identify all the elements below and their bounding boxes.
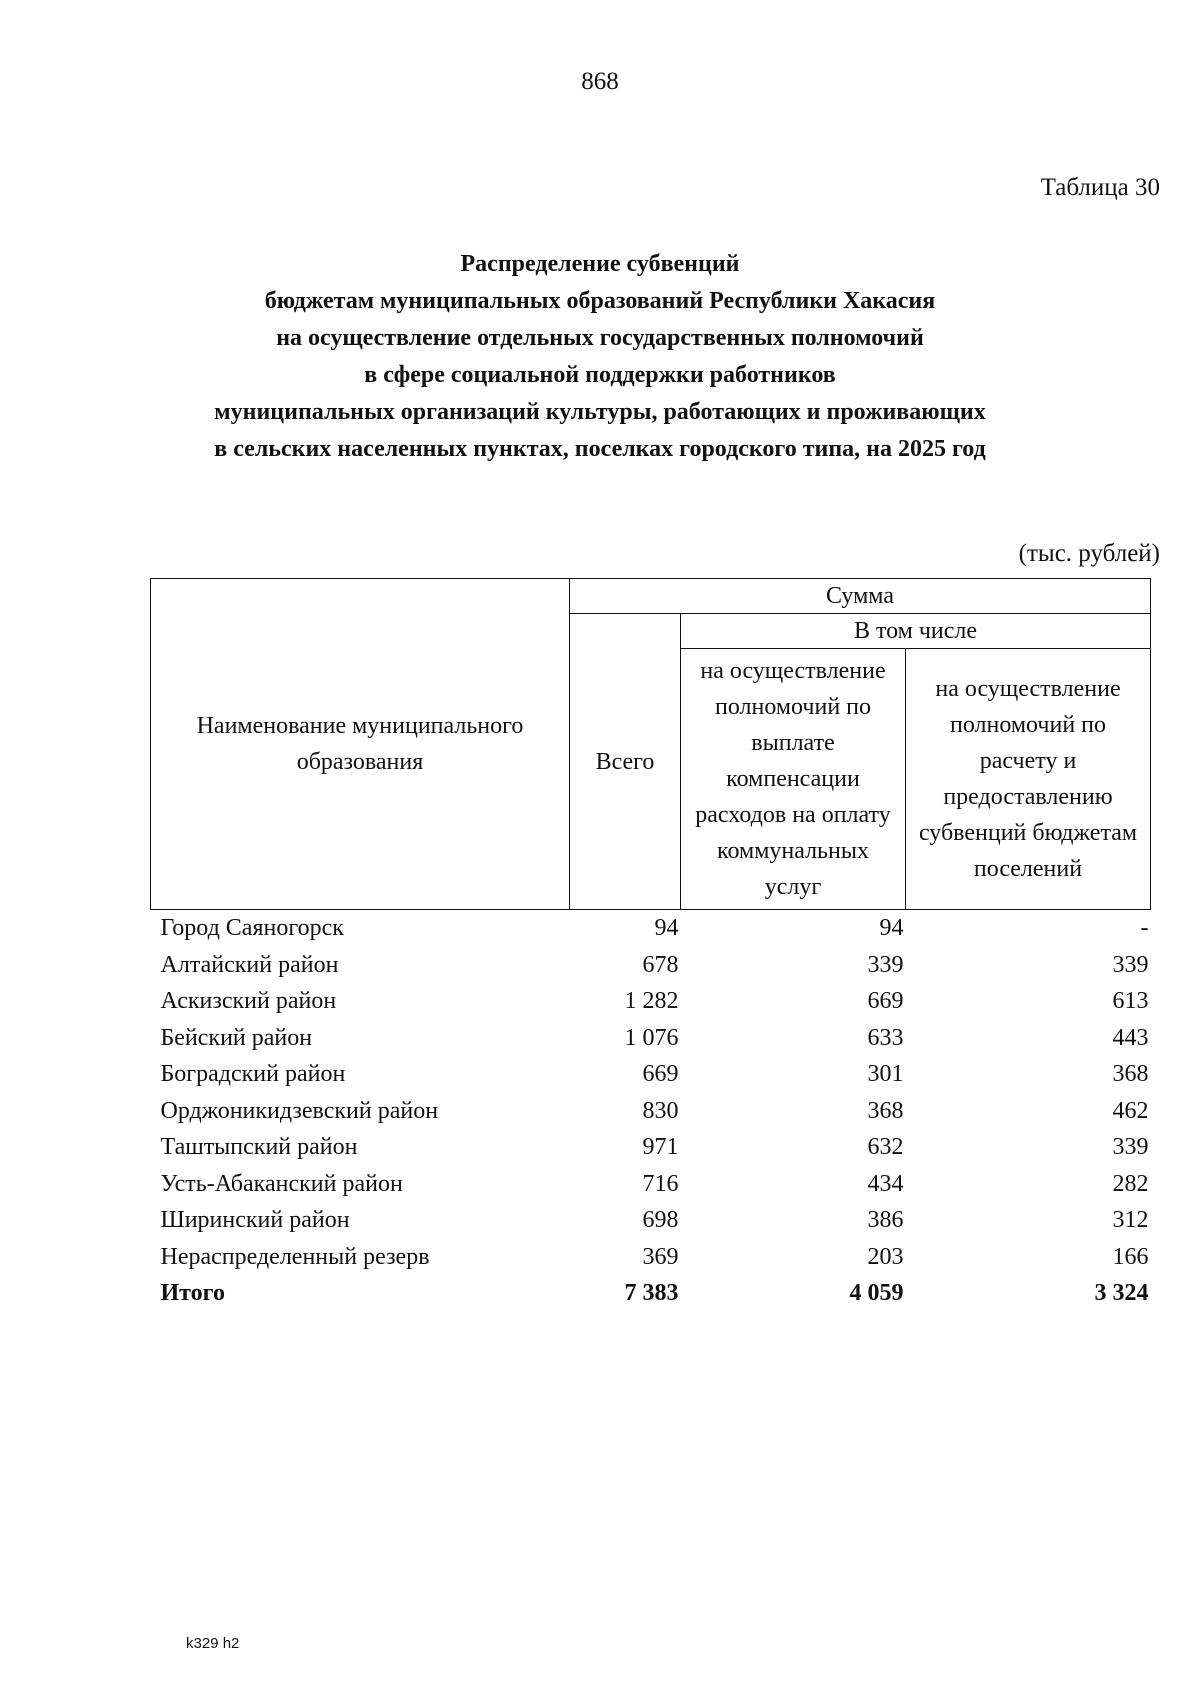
row-utilities: 386 bbox=[867, 1207, 904, 1233]
table-row bbox=[151, 1020, 1151, 1057]
row-utilities: 434 bbox=[867, 1170, 904, 1197]
totals-name: Итого bbox=[160, 1280, 225, 1306]
row-total: 94 bbox=[654, 915, 679, 941]
title-line: Распределение субвенций bbox=[460, 251, 740, 277]
row-total: 369 bbox=[642, 1243, 679, 1270]
header-utilities-compensation: на осуществление полномочий по выплате компенсации расходов на оплату коммунальных услуг bbox=[681, 649, 906, 910]
units-label: (тыс. рублей) bbox=[1018, 540, 1160, 567]
table-row bbox=[151, 1166, 1151, 1203]
row-total: 1 076 bbox=[624, 1024, 679, 1051]
row-settlements: 613 bbox=[1112, 988, 1149, 1014]
row-utilities: 339 bbox=[867, 951, 904, 978]
header-settlement-subventions: на осуществление полномочий по расчету и предоставлению субвенций бюджетам поселений bbox=[906, 649, 1151, 910]
title-line: в сельских населенных пунктах, поселках городского типа, на 2025 год bbox=[214, 436, 986, 462]
row-settlements: 312 bbox=[1112, 1207, 1149, 1233]
row-total: 1 282 bbox=[624, 988, 679, 1014]
row-settlements: 339 bbox=[1112, 951, 1149, 978]
table-row bbox=[151, 1129, 1151, 1166]
row-total: 698 bbox=[642, 1207, 679, 1233]
table-label: Таблица 30 bbox=[1040, 174, 1160, 201]
row-name: Бейский район bbox=[160, 1024, 313, 1051]
row-settlements: 282 bbox=[1112, 1170, 1149, 1197]
totals-total: 7 383 bbox=[624, 1280, 679, 1306]
table-row bbox=[151, 1093, 1151, 1130]
row-settlements: 166 bbox=[1112, 1243, 1149, 1270]
row-utilities: 632 bbox=[867, 1134, 904, 1160]
row-settlements: - bbox=[1140, 915, 1149, 941]
row-settlements: 368 bbox=[1112, 1061, 1149, 1087]
header-including: В том числе bbox=[681, 614, 1151, 649]
header-total: Всего bbox=[570, 614, 681, 910]
row-name: Ширинский район bbox=[160, 1207, 350, 1233]
totals-row bbox=[151, 1275, 1151, 1312]
row-utilities: 368 bbox=[867, 1097, 904, 1124]
title-line: бюджетам муниципальных образований Республики Хакасия bbox=[264, 288, 936, 314]
row-name: Орджоникидзевский район bbox=[160, 1097, 439, 1124]
title-line: на осуществление отдельных государственных полномочий bbox=[276, 325, 924, 351]
title-line: в сфере социальной поддержки работников bbox=[364, 362, 836, 388]
row-settlements: 443 bbox=[1112, 1024, 1149, 1051]
row-total: 971 bbox=[642, 1134, 679, 1160]
row-utilities: 94 bbox=[879, 915, 904, 941]
totals-settlements: 3 324 bbox=[1094, 1280, 1149, 1306]
title-line: муниципальных организаций культуры, работающих и проживающих bbox=[214, 399, 986, 425]
row-total: 716 bbox=[642, 1170, 679, 1197]
row-utilities: 633 bbox=[867, 1024, 904, 1051]
row-total: 669 bbox=[642, 1061, 679, 1087]
row-utilities: 669 bbox=[867, 988, 904, 1014]
header-name: Наименование муниципального образования bbox=[151, 579, 570, 910]
row-total: 830 bbox=[642, 1097, 679, 1124]
table-row bbox=[151, 910, 1151, 947]
table-row bbox=[151, 983, 1151, 1020]
table-title bbox=[0, 246, 1200, 468]
table-header bbox=[151, 579, 1151, 910]
table-body bbox=[151, 910, 1151, 1312]
row-name: Город Саяногорск bbox=[160, 915, 344, 941]
table-row bbox=[151, 1056, 1151, 1093]
table-row bbox=[151, 1202, 1151, 1239]
row-settlements: 339 bbox=[1112, 1134, 1149, 1160]
totals-utilities: 4 059 bbox=[849, 1280, 904, 1306]
table-row bbox=[151, 1239, 1151, 1276]
row-name: Нераспределенный резерв bbox=[160, 1243, 430, 1270]
row-utilities: 301 bbox=[867, 1061, 904, 1087]
row-settlements: 462 bbox=[1112, 1097, 1149, 1124]
subvention-table bbox=[150, 578, 1151, 1312]
page-number: 868 bbox=[581, 68, 619, 95]
row-name: Таштыпский район bbox=[160, 1134, 358, 1160]
header-sum: Сумма bbox=[570, 579, 1151, 614]
row-total: 678 bbox=[642, 951, 679, 978]
row-name: Усть-Абаканский район bbox=[160, 1170, 403, 1197]
row-name: Алтайский район bbox=[160, 951, 339, 978]
row-utilities: 203 bbox=[867, 1243, 904, 1270]
row-name: Аскизский район bbox=[160, 988, 337, 1014]
document-code: k329 h2 bbox=[186, 1635, 240, 1652]
table-row bbox=[151, 947, 1151, 984]
row-name: Боградский район bbox=[160, 1061, 346, 1087]
